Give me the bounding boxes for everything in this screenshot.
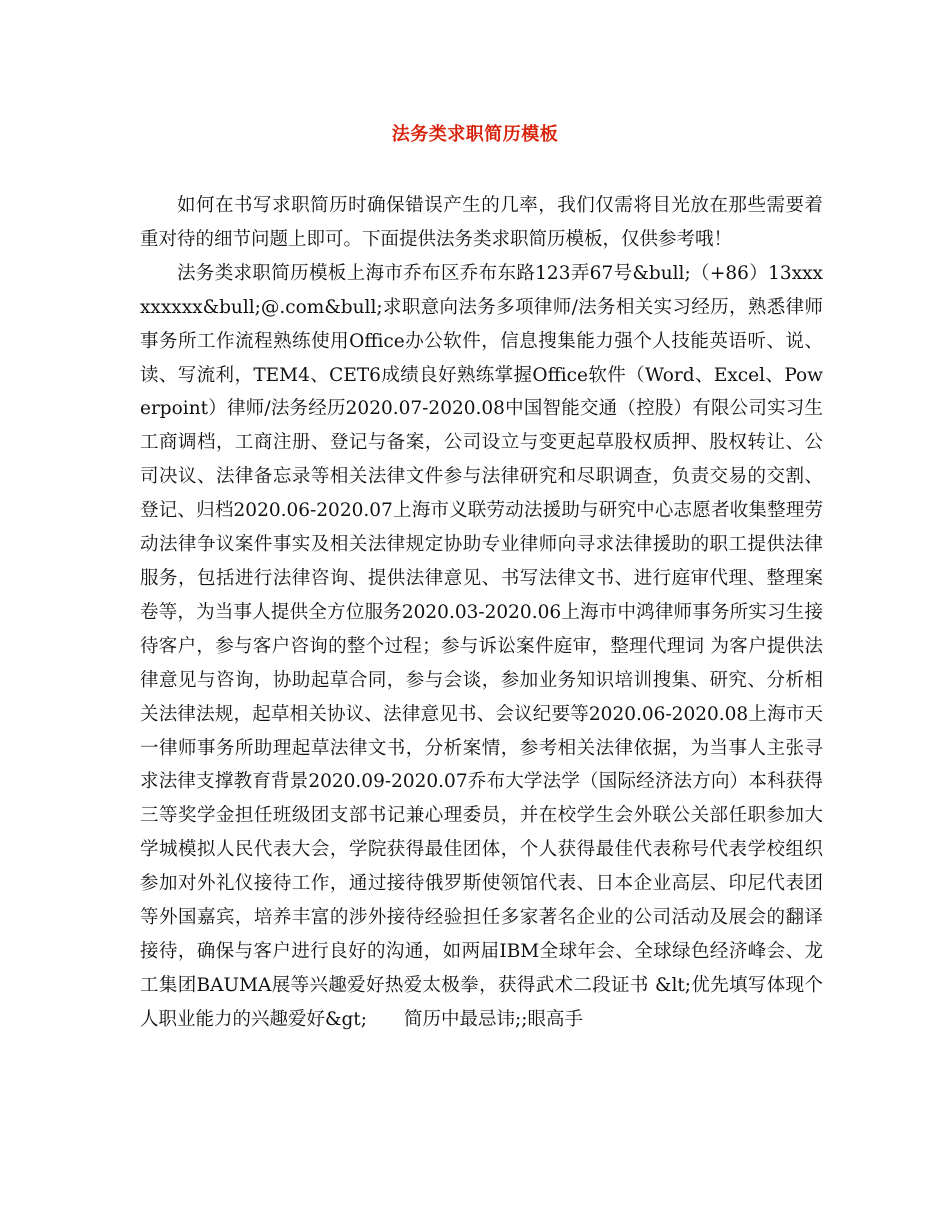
document-title: 法务类求职简历模板 [391,124,559,145]
document-body [140,189,823,1037]
resume-paragraph: 法务类求职简历模板上海市乔布区乔布东路123弄67号&bull;（+86）13xxxxxxxxx&bull;@.com&bull;求职意向法务多项律师/法务相关实习经历，熟悉律师事务所工作流程熟练使用Office办公软件，信息搜集能力强个人技能英语听、说、读、写流利，TEM4、CET6成绩良好熟练掌握Office软件（Word、Excel、Powerpoint）律师/法务经历2020.07-2020.08中国智能交通（控股）有限公司实习生工商调档，工商注册、登记与备案，公司设立与变更起草股权质押、股权转让、公司决议、法律备忘录等相关法律文件参与法律研究和尽职调查，负责交易的交割、登记、归档2020.06-2020.07上海市义联劳动法援助与研究中心志愿者收集整理劳动法律争议案件事实及相关法律规定协助专业律师向寻求法律援助的职工提供法律服务，包括进行法律咨询、提供法律意见、书写法律文书、进行庭审代理、整理案卷等，为当事人提供全方位服务2020.03-2020.06上海市中鸿律师事务所实习生接待客户，参与客户咨询的整个过程；参与诉讼案件庭审，整理代理词 为客户提供法律意见与咨询，协助起草合同，参与会谈，参加业务知识培训搜集、研究、分析相关法律法规，起草相关协议、法律意见书、会议纪要等2020.06-2020.08上海市天一律师事务所助理起草法律文书，分析案情，参考相关法律依据，为当事人主张寻求法律支撑教育背景2020.09-2020.07乔布大学法学（国际经济法方向）本科获得三等奖学金担任班级团支部书记兼心理委员，并在校学生会外联公关部任职参加大学城模拟人民代表大会，学院获得最佳团体，个人获得最佳代表称号代表学校组织参加对外礼仪接待工作，通过接待俄罗斯使领馆代表、日本企业高层、印尼代表团等外国嘉宾，培养丰富的涉外接待经验担任多家著名企业的公司活动及展会的翻译接待，确保与客户进行良好的沟通，如两届IBM全球年会、全球绿色经济峰会、龙工集团BAUMA展等兴趣爱好热爱太极拳，获得武术二段证书 &lt;优先填写体现个人职业能力的兴趣爱好&gt; 简历中最忌讳;;眼高手 [140,262,823,1030]
intro-paragraph: 如何在书写求职简历时确保错误产生的几率，我们仅需将目光放在那些需要着重对待的细节问题上即可。下面提供法务类求职简历模板，仅供参考哦！ [140,195,823,250]
